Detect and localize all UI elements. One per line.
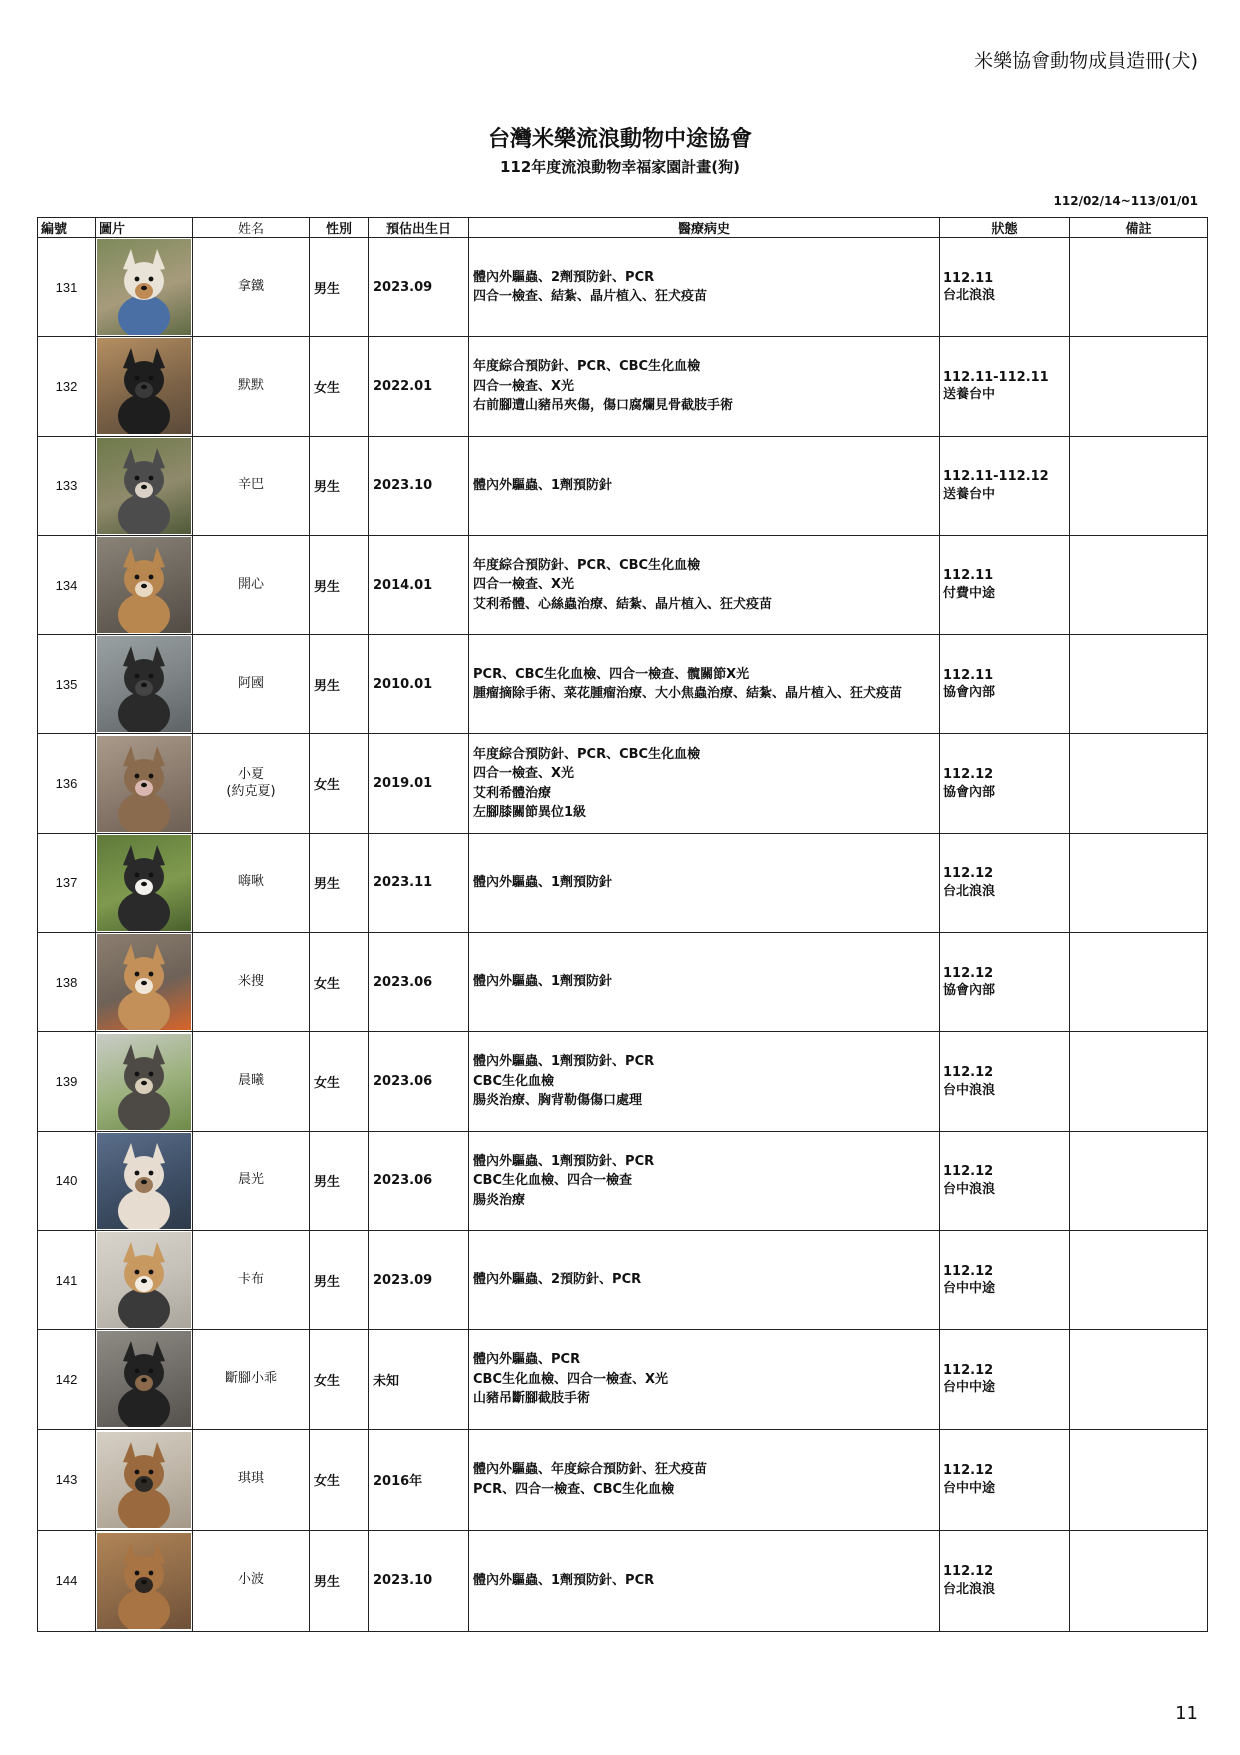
animal-id: [38, 238, 96, 337]
document-corner-title: 米樂協會動物成員造冊(犬): [974, 50, 1198, 72]
animal-id: [38, 337, 96, 436]
animal-status: [940, 734, 1070, 833]
animal-photo: [97, 1133, 191, 1229]
dog-illustration: [97, 1034, 191, 1130]
animal-remarks: [1070, 1429, 1208, 1530]
animal-photo: [97, 338, 191, 434]
animal-photo: [97, 835, 191, 931]
dog-illustration: [97, 1133, 191, 1229]
animal-photo-cell: [96, 1230, 193, 1329]
dog-illustration: [97, 239, 191, 335]
animal-name: 小夏: [237, 766, 264, 782]
status-place: 台中浪浪: [943, 1082, 996, 1098]
table-row: [38, 1131, 1208, 1230]
animal-name-cell: [193, 1032, 310, 1131]
animal-id-text: 131: [55, 279, 78, 295]
animal-dob: 未知: [369, 1330, 469, 1429]
animal-photo-cell: [96, 734, 193, 833]
animal-remarks: [1070, 1131, 1208, 1230]
animal-remarks: [1070, 933, 1208, 1032]
status-place: 台中中途: [943, 1380, 996, 1396]
animal-id-text: 140: [55, 1173, 78, 1189]
animal-id-text: 143: [55, 1472, 78, 1488]
medical-line: 艾利希體治療: [473, 785, 552, 801]
animal-status: [940, 1131, 1070, 1230]
animal-remarks: [1070, 1330, 1208, 1429]
animal-name: 默默: [237, 378, 264, 393]
page-subtitle: 112年度流浪動物幸福家園計畫(狗): [499, 158, 741, 176]
animal-id: [38, 436, 96, 535]
animal-name-cell: [193, 1330, 310, 1429]
medical-line: 腸炎治療: [473, 1192, 526, 1208]
animal-status: [940, 1230, 1070, 1329]
dog-illustration: [97, 338, 191, 434]
status-place: 台北浪浪: [943, 883, 996, 899]
medical-history: [469, 337, 940, 436]
animal-name-cell: [193, 238, 310, 337]
table-body: [38, 238, 1208, 1632]
status-date: 112.11: [943, 568, 994, 584]
animal-id-text: 144: [55, 1573, 78, 1589]
dog-illustration: [97, 835, 191, 931]
animal-dob: 2023.06: [369, 1131, 469, 1230]
animal-sex: 女生: [310, 933, 369, 1032]
animal-name-cell: [193, 1230, 310, 1329]
animal-photo-cell: [96, 535, 193, 634]
dog-illustration: [97, 736, 191, 832]
medical-history: [469, 1330, 940, 1429]
dog-illustration: [97, 1432, 191, 1528]
animal-name: 米搜: [237, 973, 264, 989]
medical-line: 體內外驅蟲、1劑預防針、PCR: [473, 1572, 655, 1588]
animal-id-text: 137: [55, 875, 78, 891]
status-date: 112.12: [943, 1064, 994, 1080]
animal-sex: 男生: [310, 436, 369, 535]
medical-line: 體內外驅蟲、1劑預防針、PCR: [473, 1153, 655, 1169]
table-row: [38, 635, 1208, 734]
medical-line: 四合一檢查、結紮、晶片植入、狂犬疫苗: [473, 289, 708, 305]
animal-id: [38, 1429, 96, 1530]
animal-id: [38, 1330, 96, 1429]
animal-status: [940, 1330, 1070, 1429]
medical-line: 體內外驅蟲、1劑預防針: [473, 477, 613, 493]
animal-photo: [97, 1331, 191, 1427]
medical-line: 艾利希體、心絲蟲治療、結紮、晶片植入、狂犬疫苗: [473, 596, 773, 612]
medical-line: 體內外驅蟲、1劑預防針、PCR: [473, 1054, 655, 1070]
animal-sex: 男生: [310, 1230, 369, 1329]
medical-history: [469, 734, 940, 833]
medical-line: 右前腳遭山豬吊夾傷，傷口腐爛見骨截肢手術: [473, 398, 734, 414]
animal-photo-cell: [96, 1131, 193, 1230]
medical-line: 體內外驅蟲、1劑預防針: [473, 875, 613, 891]
header-photo: 圖片: [96, 218, 193, 238]
animal-id: [38, 535, 96, 634]
animal-sex: 女生: [310, 1032, 369, 1131]
animal-name: 拿鐵: [237, 278, 264, 294]
status-date: 112.11-112.12: [943, 469, 1049, 485]
animal-name-cell: [193, 1429, 310, 1530]
animal-photo-cell: [96, 1429, 193, 1530]
animal-photo: [97, 239, 191, 335]
animal-sex: 女生: [310, 337, 369, 436]
medical-history: [469, 635, 940, 734]
animal-id-text: 135: [55, 676, 78, 692]
animal-name-cell: [193, 1530, 310, 1631]
animal-id: [38, 635, 96, 734]
animal-name: 晨光: [237, 1172, 264, 1188]
table-row: [38, 535, 1208, 634]
status-date: 112.11: [943, 667, 994, 683]
dog-illustration: [97, 438, 191, 534]
animal-id-text: 141: [55, 1272, 78, 1288]
animal-dob: 2014.01: [369, 535, 469, 634]
header-dob: 預估出生日: [369, 218, 469, 238]
medical-history: [469, 1131, 940, 1230]
animal-photo-cell: [96, 833, 193, 932]
animal-remarks: [1070, 337, 1208, 436]
animal-name: 卡布: [237, 1271, 264, 1287]
medical-history: [469, 1032, 940, 1131]
animal-status: [940, 337, 1070, 436]
animal-remarks: [1070, 238, 1208, 337]
animal-sex: 男生: [310, 833, 369, 932]
status-place: 台中中途: [943, 1281, 996, 1297]
animal-remarks: [1070, 833, 1208, 932]
animal-name: 阿國: [237, 675, 264, 691]
table-row: [38, 238, 1208, 337]
table-row: [38, 337, 1208, 436]
animal-status: [940, 635, 1070, 734]
medical-history: [469, 535, 940, 634]
animal-status: [940, 238, 1070, 337]
status-place: 台中浪浪: [943, 1181, 996, 1197]
medical-line: 年度綜合預防針、PCR、CBC生化血檢: [473, 746, 701, 762]
status-date: 112.12: [943, 1263, 994, 1279]
animal-photo-cell: [96, 337, 193, 436]
animal-photo: [97, 1533, 191, 1629]
animal-status: [940, 535, 1070, 634]
medical-line: PCR、CBC生化血檢、四合一檢查、髖關節X光: [473, 666, 750, 682]
medical-history: [469, 1230, 940, 1329]
medical-line: 年度綜合預防針、PCR、CBC生化血檢: [473, 557, 701, 573]
medical-line: 四合一檢查、X光: [473, 378, 575, 394]
animal-id: [38, 734, 96, 833]
animal-name-cell: [193, 635, 310, 734]
medical-history: [469, 436, 940, 535]
animal-name: 辛巴: [237, 477, 264, 493]
status-place: 協會內部: [943, 784, 996, 800]
animal-dob: 2022.01: [369, 337, 469, 436]
animal-name-cell: [193, 535, 310, 634]
medical-line: 四合一檢查、X光: [473, 766, 575, 782]
animal-remarks: [1070, 436, 1208, 535]
animal-photo-cell: [96, 238, 193, 337]
table-row: [38, 1530, 1208, 1631]
animal-dob: 2023.06: [369, 933, 469, 1032]
date-range: 112/02/14~113/01/01: [1053, 194, 1198, 208]
animal-photo: [97, 934, 191, 1030]
status-place: 協會內部: [943, 983, 996, 999]
animal-sex: 男生: [310, 238, 369, 337]
animal-photo: [97, 537, 191, 633]
animal-id: [38, 1530, 96, 1631]
animal-photo: [97, 736, 191, 832]
animal-photo-cell: [96, 1330, 193, 1429]
status-date: 112.11-112.11: [943, 369, 1049, 385]
header-medical: 醫療病史: [469, 218, 940, 238]
animal-name: 晨曦: [237, 1073, 264, 1089]
animal-remarks: [1070, 1230, 1208, 1329]
dog-illustration: [97, 537, 191, 633]
status-place: 送養台中: [943, 486, 996, 502]
medical-line: 年度綜合預防針、PCR、CBC生化血檢: [473, 359, 701, 375]
status-date: 112.12: [943, 866, 994, 882]
status-date: 112.12: [943, 767, 994, 783]
animal-photo: [97, 1034, 191, 1130]
animal-photo-cell: [96, 635, 193, 734]
animal-dob: 2019.01: [369, 734, 469, 833]
animal-sex: 女生: [310, 1330, 369, 1429]
animal-photo: [97, 636, 191, 732]
medical-line: 左腳膝關節異位1級: [473, 805, 587, 821]
table-row: [38, 1330, 1208, 1429]
animal-dob: 2023.06: [369, 1032, 469, 1131]
animal-dob: 2023.09: [369, 238, 469, 337]
table-row: [38, 1032, 1208, 1131]
medical-line: 山豬吊斷腳截肢手術: [473, 1391, 591, 1407]
animal-photo-cell: [96, 1530, 193, 1631]
table-row: [38, 933, 1208, 1032]
animal-id: [38, 1230, 96, 1329]
status-place: 台中中途: [943, 1480, 996, 1496]
header-id: 編號: [38, 218, 96, 238]
header-status: 狀態: [940, 218, 1070, 238]
medical-line: 體內外驅蟲、2預防針、PCR: [473, 1272, 642, 1288]
animal-id-text: 136: [55, 776, 78, 792]
medical-history: [469, 1530, 940, 1631]
animal-status: [940, 833, 1070, 932]
medical-line: CBC生化血檢、四合一檢查: [473, 1173, 632, 1189]
animal-breed-note: (約克夏): [226, 783, 276, 799]
medical-line: 體內外驅蟲、2劑預防針、PCR: [473, 269, 655, 285]
animal-dob: 2016年: [369, 1429, 469, 1530]
table-row: [38, 1230, 1208, 1329]
dog-illustration: [97, 1533, 191, 1629]
status-place: 台北浪浪: [943, 1581, 996, 1597]
status-date: 112.12: [943, 1362, 994, 1378]
animal-name: 小波: [237, 1572, 264, 1588]
animal-photo-cell: [96, 933, 193, 1032]
table-header-row: [38, 218, 1208, 238]
animal-id-text: 139: [55, 1074, 78, 1090]
animal-status: [940, 1032, 1070, 1131]
status-place: 協會內部: [943, 685, 996, 701]
animal-name-cell: [193, 833, 310, 932]
table-row: [38, 833, 1208, 932]
medical-line: 腸炎治療、胸背勒傷傷口處理: [473, 1093, 643, 1109]
animal-status: [940, 1530, 1070, 1631]
medical-line: PCR、四合一檢查、CBC生化血檢: [473, 1481, 675, 1497]
animal-sex: 男生: [310, 635, 369, 734]
animal-status: [940, 436, 1070, 535]
medical-line: 腫瘤摘除手術、菜花腫瘤治療、大小焦蟲治療、結紮、晶片植入、狂犬疫苗: [473, 686, 903, 702]
dog-illustration: [97, 1331, 191, 1427]
animal-id-text: 142: [55, 1371, 78, 1387]
status-date: 112.12: [943, 965, 994, 981]
animal-name-cell: [193, 337, 310, 436]
status-place: 台北浪浪: [943, 288, 996, 304]
animal-photo: [97, 1432, 191, 1528]
animal-photo: [97, 1232, 191, 1328]
status-date: 112.12: [943, 1463, 994, 1479]
animal-remarks: [1070, 1032, 1208, 1131]
status-place: 送養台中: [943, 387, 996, 403]
dog-illustration: [97, 1232, 191, 1328]
animal-id: [38, 833, 96, 932]
header-name: 姓名: [193, 218, 310, 238]
animal-name: 斷腳小乖: [224, 1370, 277, 1386]
status-date: 112.11: [943, 270, 994, 286]
medical-line: CBC生化血檢、四合一檢查、X光: [473, 1371, 669, 1387]
animal-roster-table: [37, 217, 1208, 1632]
status-place: 付費中途: [943, 586, 996, 602]
animal-photo: [97, 438, 191, 534]
animal-photo-cell: [96, 1032, 193, 1131]
dog-illustration: [97, 636, 191, 732]
animal-remarks: [1070, 535, 1208, 634]
animal-dob: 2023.11: [369, 833, 469, 932]
header-remarks: 備註: [1070, 218, 1208, 238]
animal-id: [38, 933, 96, 1032]
animal-id-text: 138: [55, 974, 78, 990]
page-number: 11: [1175, 1703, 1198, 1724]
medical-history: [469, 238, 940, 337]
animal-remarks: [1070, 734, 1208, 833]
table-row: [38, 436, 1208, 535]
medical-history: [469, 833, 940, 932]
animal-name-cell: [193, 436, 310, 535]
status-date: 112.12: [943, 1564, 994, 1580]
animal-name-cell: [193, 734, 310, 833]
animal-name-cell: [193, 933, 310, 1032]
table-row: [38, 734, 1208, 833]
medical-line: 體內外驅蟲、年度綜合預防針、狂犬疫苗: [473, 1462, 708, 1478]
animal-dob: 2023.09: [369, 1230, 469, 1329]
animal-sex: 男生: [310, 535, 369, 634]
table-row: [38, 1429, 1208, 1530]
animal-name-cell: [193, 1131, 310, 1230]
animal-id: [38, 1131, 96, 1230]
animal-status: [940, 1429, 1070, 1530]
animal-photo-cell: [96, 436, 193, 535]
header-sex: 性別: [310, 218, 369, 238]
animal-id-text: 134: [55, 577, 78, 593]
animal-sex: 女生: [310, 734, 369, 833]
animal-sex: 男生: [310, 1530, 369, 1631]
animal-id: [38, 1032, 96, 1131]
status-date: 112.12: [943, 1164, 994, 1180]
medical-line: 體內外驅蟲、1劑預防針: [473, 974, 613, 990]
animal-status: [940, 933, 1070, 1032]
animal-sex: 女生: [310, 1429, 369, 1530]
animal-dob: 2010.01: [369, 635, 469, 734]
animal-dob: 2023.10: [369, 1530, 469, 1631]
medical-line: CBC生化血檢: [473, 1073, 554, 1089]
animal-dob: 2023.10: [369, 436, 469, 535]
dog-illustration: [97, 934, 191, 1030]
animal-id-text: 133: [55, 478, 78, 494]
medical-line: 體內外驅蟲、PCR: [473, 1352, 581, 1368]
medical-history: [469, 933, 940, 1032]
animal-name: 開心: [237, 576, 264, 592]
animal-name: 琪琪: [237, 1471, 264, 1487]
animal-id-text: 132: [55, 378, 78, 394]
medical-line: 四合一檢查、X光: [473, 577, 575, 593]
animal-sex: 男生: [310, 1131, 369, 1230]
medical-history: [469, 1429, 940, 1530]
page-title: 台灣米樂流浪動物中途協會: [487, 127, 752, 152]
animal-remarks: [1070, 635, 1208, 734]
animal-remarks: [1070, 1530, 1208, 1631]
animal-name: 嗨啾: [237, 874, 264, 890]
